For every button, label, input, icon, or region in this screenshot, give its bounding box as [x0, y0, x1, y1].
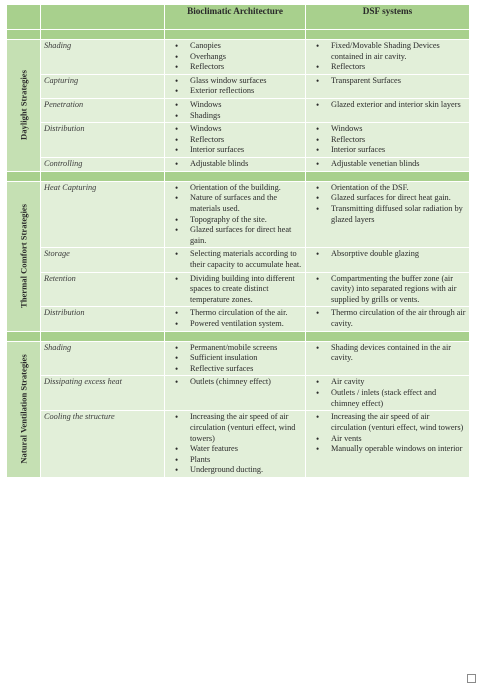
bioclimatic-cell [165, 181, 306, 248]
bullet-list [168, 124, 302, 156]
strategy-name: Capturing [41, 74, 165, 98]
separator-row [7, 30, 470, 40]
bioclimatic-cell [165, 248, 306, 272]
strategy-name: Heat Capturing [41, 181, 165, 248]
list-item: • Orientation of the DSF. [309, 183, 466, 194]
list-item: • Windows [168, 100, 302, 111]
bioclimatic-cell [165, 411, 306, 478]
table-row [7, 248, 470, 272]
list-item: • Adjustable venetian blinds [309, 159, 466, 170]
bullet-list [309, 308, 466, 329]
group-label-cell [7, 40, 41, 172]
header-col2 [41, 5, 165, 30]
bullet-list [168, 159, 302, 170]
table-row [7, 158, 470, 172]
bioclimatic-cell [165, 158, 306, 172]
dsf-cell [306, 181, 470, 248]
list-item: • Transparent Surfaces [309, 76, 466, 87]
list-item: • Increasing the air speed of air circulation (venturi effect, wind towers) [168, 412, 302, 444]
list-item: • Reflectors [309, 62, 466, 73]
dsf-cell [306, 40, 470, 75]
strategy-name: Dissipating excess heat [41, 376, 165, 411]
bioclimatic-cell [165, 376, 306, 411]
list-item: • Shading devices contained in the air cavity. [309, 343, 466, 364]
list-item: • Shadings [168, 111, 302, 122]
bullet-list [168, 274, 302, 306]
bioclimatic-cell [165, 123, 306, 158]
group-label-cell [7, 181, 41, 331]
bullet-list [309, 124, 466, 156]
dsf-cell [306, 341, 470, 376]
list-item: • Glazed exterior and interior skin layers [309, 100, 466, 111]
bioclimatic-cell [165, 307, 306, 331]
list-item: • Outlets (chimney effect) [168, 377, 302, 388]
group-label: Daylight Strategies [18, 70, 28, 141]
strategy-name: Retention [41, 272, 165, 307]
strategy-name: Distribution [41, 123, 165, 158]
list-item: • Nature of surfaces and the materials used. [168, 193, 302, 214]
header-col4: DSF systems [306, 5, 470, 30]
list-item: • Glass window surfaces [168, 76, 302, 87]
table-row [7, 99, 470, 123]
strategy-name: Storage [41, 248, 165, 272]
bullet-list [309, 159, 466, 170]
list-item: • Compartmenting the buffer zone (air cavity) into separated regions with air supplied by grills or vents. [309, 274, 466, 306]
strategy-name: Penetration [41, 99, 165, 123]
header-col1 [7, 5, 41, 30]
dsf-cell [306, 307, 470, 331]
list-item: • Outlets / inlets (stack effect and chimney effect) [309, 388, 466, 409]
list-item: • Water features [168, 444, 302, 455]
list-item: • Manually operable windows on interior [309, 444, 466, 455]
list-item: • Reflective surfaces [168, 364, 302, 375]
list-item: • Sufficient insulation [168, 353, 302, 364]
dsf-cell [306, 272, 470, 307]
list-item: • Topography of the site. [168, 215, 302, 226]
list-item: • Plants [168, 455, 302, 466]
bullet-list [168, 76, 302, 97]
bioclimatic-cell [165, 272, 306, 307]
list-item: • Glazed surfaces for direct heat gain. [168, 225, 302, 246]
dsf-cell [306, 123, 470, 158]
list-item: • Thermo circulation of the air through air cavity. [309, 308, 466, 329]
bullet-list [168, 412, 302, 476]
table-row [7, 307, 470, 331]
dsf-cell [306, 158, 470, 172]
list-item: • Fixed/Movable Shading Devices contained in air cavity. [309, 41, 466, 62]
bioclimatic-cell [165, 40, 306, 75]
table-row [7, 123, 470, 158]
bullet-list [168, 343, 302, 375]
separator-row [7, 171, 470, 181]
dsf-cell [306, 74, 470, 98]
list-item: • Air cavity [309, 377, 466, 388]
list-item: • Powered ventilation system. [168, 319, 302, 330]
bullet-list [309, 76, 466, 87]
table-row [7, 181, 470, 248]
bioclimatic-cell [165, 74, 306, 98]
dsf-cell [306, 99, 470, 123]
list-item: • Underground ducting. [168, 465, 302, 476]
bullet-list [309, 100, 466, 111]
group-label-cell [7, 341, 41, 477]
bullet-list [168, 249, 302, 270]
group-label: Natural Ventilation Strategies [18, 354, 28, 464]
list-item: • Orientation of the building. [168, 183, 302, 194]
comparison-table [6, 4, 470, 478]
bullet-list [168, 41, 302, 73]
list-item: • Adjustable blinds [168, 159, 302, 170]
list-item: • Reflectors [309, 135, 466, 146]
list-item: • Windows [309, 124, 466, 135]
resize-handle[interactable] [467, 674, 476, 683]
bullet-list [309, 41, 466, 73]
table-row [7, 74, 470, 98]
list-item: • Thermo circulation of the air. [168, 308, 302, 319]
dsf-cell [306, 376, 470, 411]
list-item: • Reflectors [168, 62, 302, 73]
table-row [7, 411, 470, 478]
bullet-list [309, 412, 466, 454]
list-item: • Permanent/mobile screens [168, 343, 302, 354]
bullet-list [168, 183, 302, 247]
bullet-list [309, 377, 466, 409]
list-item: • Overhangs [168, 52, 302, 63]
strategy-name: Cooling the structure [41, 411, 165, 478]
list-item: • Canopies [168, 41, 302, 52]
strategy-name: Shading [41, 341, 165, 376]
bullet-list [309, 183, 466, 225]
list-item: • Reflectors [168, 135, 302, 146]
bullet-list [168, 377, 302, 388]
separator-row [7, 331, 470, 341]
strategy-name: Controlling [41, 158, 165, 172]
list-item: • Absorptive double glazing [309, 249, 466, 260]
list-item: • Air vents [309, 434, 466, 445]
header-col3: Bioclimatic Architecture [165, 5, 306, 30]
table-row [7, 40, 470, 75]
bioclimatic-cell [165, 341, 306, 376]
list-item: • Interior surfaces [309, 145, 466, 156]
list-item: • Interior surfaces [168, 145, 302, 156]
bullet-list [309, 274, 466, 306]
dsf-cell [306, 248, 470, 272]
table-row [7, 272, 470, 307]
table-row [7, 341, 470, 376]
list-item: • Transmitting diffused solar radiation by glazed layers [309, 204, 466, 225]
list-item: • Exterior reflections [168, 86, 302, 97]
list-item: • Windows [168, 124, 302, 135]
list-item: • Selecting materials according to their capacity to accumulate heat. [168, 249, 302, 270]
bullet-list [168, 100, 302, 121]
bullet-list [309, 343, 466, 364]
bullet-list [168, 308, 302, 329]
strategy-name: Shading [41, 40, 165, 75]
list-item: • Glazed surfaces for direct heat gain. [309, 193, 466, 204]
strategy-name: Distribution [41, 307, 165, 331]
dsf-cell [306, 411, 470, 478]
list-item: • Increasing the air speed of air circulation (venturi effect, wind towers) [309, 412, 466, 433]
table-row [7, 376, 470, 411]
group-label: Thermal Comfort Strategies [18, 204, 28, 309]
bullet-list [309, 249, 466, 260]
list-item: • Dividing building into different spaces to create distinct temperature zones. [168, 274, 302, 306]
header-row [7, 5, 470, 30]
bioclimatic-cell [165, 99, 306, 123]
